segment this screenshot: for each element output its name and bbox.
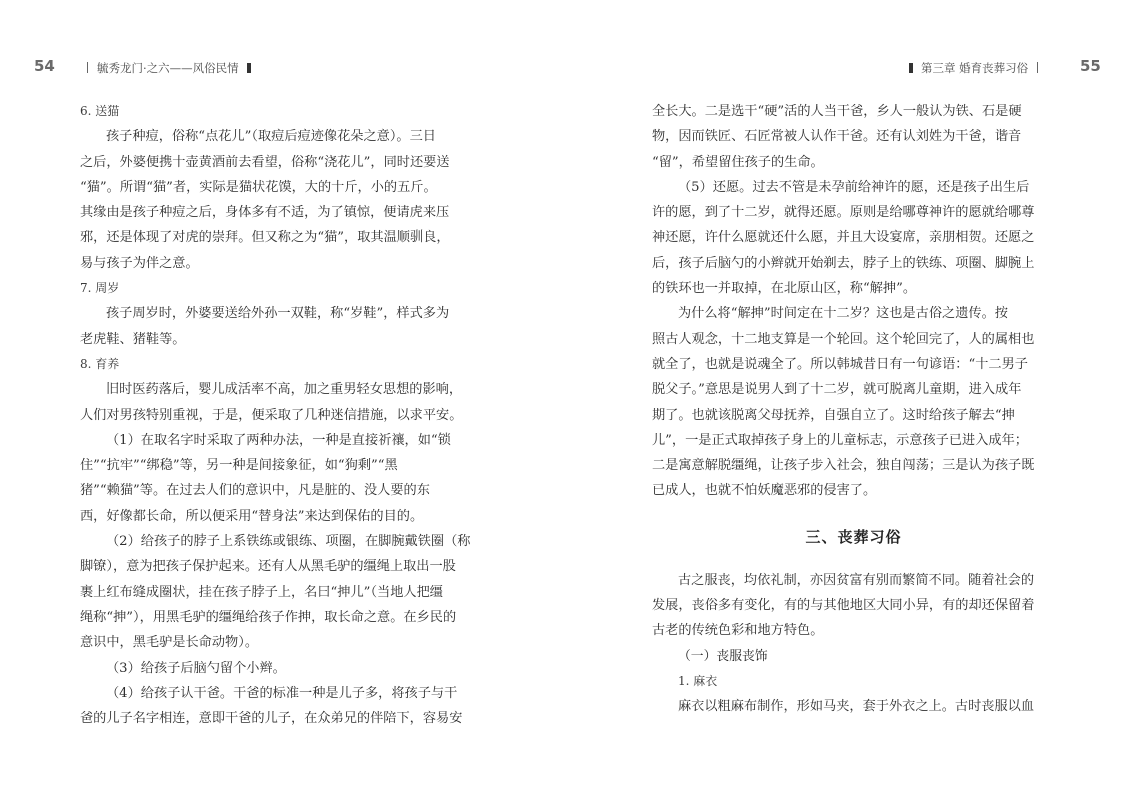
text-line: 其缘由是孩子种痘之后，身体多有不适，为了镇惊，便请虎来压 [80,205,450,221]
text-line: 易与孩子为伴之意。 [80,255,199,271]
text-line: 麻衣以粗麻布制作，形如马夹，套于外衣之上。古时丧服以血 [678,699,1035,715]
running-head [78,60,259,76]
text-line: 孩子周岁时，外婆要送给外孙一双鞋，称“岁鞋”，样式多为 [106,306,450,322]
text-line: 儿”，一是正式取掉孩子身上的儿童标志，示意孩子已进入成年； [652,432,1028,448]
text-line: 裹上红布缝成圈状，挂在孩子脖子上，名曰“抻儿”（当地人把缰 [80,584,443,600]
text-line: 猪”“赖猫”等。在过去人们的意识中，凡是脏的、没人要的东 [80,483,430,499]
page-number: 55 [1080,57,1101,75]
chapter-title: 第三章 婚育丧葬习俗 [921,61,1029,75]
text-line: 老虎鞋、猪鞋等。 [80,331,186,347]
text-line: 西，好像都长命，所以便采用“替身法”来达到保佑的目的。 [80,508,424,524]
text-line: （1）在取名字时采取了两种办法，一种是直接祈禳，如“锁 [106,432,451,448]
text-line: 旧时医药落后，婴儿成活率不高，加之重男轻女思想的影响， [106,382,463,398]
text-line: 就全了，也就是说魂全了。所以韩城昔日有一句谚语：“十二男子 [652,356,1028,372]
text-line: 二是寓意解脱缰绳，让孩子步入社会，独自闯荡；三是认为孩子既 [652,458,1035,474]
text-line: 孩子种痘，俗称“点花儿”（取痘后痘迹像花朵之意）。三日 [106,129,436,145]
text-line: 物，因而铁匠、石匠常被人认作干爸。还有认刘姓为干爸，谐音 [652,129,1022,145]
text-line: 人们对男孩特别重视，于是，便采取了几种迷信措施，以求平安。 [80,407,463,423]
text-line: 照古人观念，十二地支算是一个轮回。这个轮回完了，人的属相也 [652,331,1035,347]
text-line: 邪，还是体现了对虎的崇拜。但又称之为“猫”，取其温顺驯良， [80,230,450,246]
page-number: 54 [34,57,55,75]
text-line: 发展，丧俗多有变化，有的与其他地区大同小异，有的却还保留着 [652,598,1035,614]
text-line: 意识中，黑毛驴是长命动物）。 [80,635,259,651]
book-title: 毓秀龙门·之六——风俗民情 [97,61,239,75]
left-page [0,0,566,799]
text-line: 为什么将“解抻”时间定在十二岁？这也是古俗之遗传。按 [678,306,1008,322]
left-body-text [80,99,483,731]
text-line: （2）给孩子的脖子上系铁练或银练、项圈，在脚腕戴铁圈（称 [106,534,471,550]
section-heading: 三、丧葬习俗 [805,527,902,546]
text-line: （4）给孩子认干爸。干爸的标准一种是儿子多，将孩子与干 [106,685,458,701]
text-line: （3）给孩子后脑勺留个小辫。 [106,660,286,676]
right-body-text [652,99,1055,720]
running-head [901,60,1047,76]
text-block [652,99,1055,504]
text-line: 住”“抗牢”“绑稳”等，另一种是间接象征，如“狗剩”“黑 [80,458,398,474]
divider-block [909,63,913,73]
text-line: 爸的儿子名字相连，意即干爸的儿子，在众弟兄的伴陪下，容易安 [80,711,463,727]
text-line: 的铁环也一并取掉，在北原山区，称“解抻”。 [652,281,917,297]
text-line: 神还愿，许什么愿就还什么愿，并且大设宴席，亲朋相贺。还愿之 [652,230,1035,246]
text-line: “猫”。所谓“猫”者，实际是猫状花馍，大的十斤，小的五斤。 [80,179,437,195]
text-line: 1. 麻衣 [678,673,718,688]
text-line: 6. 送猫 [80,104,120,118]
text-line: 期了。也就该脱离父母抚养，自强自立了。这时给孩子解去“抻 [652,407,1015,423]
text-line: 许的愿，到了十二岁，就得还愿。原则是给哪尊神许的愿就给哪尊 [652,205,1035,221]
text-block [652,568,1055,720]
text-line: 古老的传统色彩和地方特色。 [652,623,824,639]
divider-block [247,63,251,73]
text-line: 全长大。二是选干“硬”活的人当干爸，乡人一般认为铁、石是硬 [652,104,1022,119]
text-line: “留”，希望留住孩子的生命。 [652,154,824,170]
text-line: 脱父子。”意思是说男人到了十二岁，就可脱离儿童期，进入成年 [652,382,1022,398]
text-line: 古之服丧，均依礼制，亦因贫富有别而繁简不同。随着社会的 [678,572,1035,588]
text-line: 8. 育养 [80,356,120,371]
divider-rule [1037,62,1038,73]
text-line: 7. 周岁 [80,281,120,296]
divider-rule [87,62,88,73]
text-line: 后，孩子后脑勺的小辫就开始剃去，脖子上的铁练、项圈、脚腕上 [652,255,1035,271]
text-line: 绳称“抻”），用黑毛驴的缰绳给孩子作抻，取长命之意。在乡民的 [80,609,457,625]
text-line: （一）丧服丧饰 [678,648,768,664]
text-line: （5）还愿。过去不管是未孕前给神许的愿，还是孩子出生后 [678,179,1030,195]
text-line: 已成人，也就不怕妖魔恶邪的侵害了。 [652,483,877,499]
text-line: 脚镣），意为把孩子保护起来。还有人从黑毛驴的缰绳上取出一股 [80,559,456,575]
text-line: 之后，外婆便携十壶黄酒前去看望，俗称“浇花儿”，同时还要送 [80,154,450,170]
right-page [567,0,1133,799]
